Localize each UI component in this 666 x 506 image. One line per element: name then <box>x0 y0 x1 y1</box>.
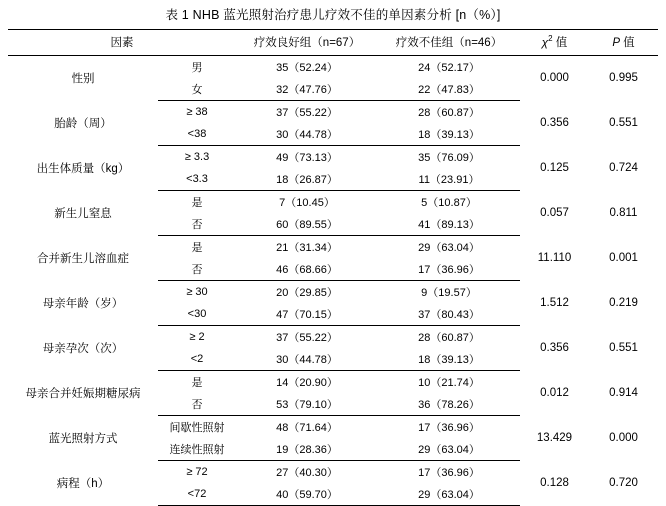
factor-cell: 蓝光照射方式 <box>48 433 118 445</box>
chi-square-cell: 0.057 <box>540 207 569 219</box>
p-value-cell: 0.001 <box>609 252 638 264</box>
good-group-cell: 48（71.64） <box>276 422 338 434</box>
header-p-value <box>589 30 658 56</box>
poor-group-cell: 5（10.87） <box>421 197 477 209</box>
table-row <box>8 326 658 349</box>
level-cell: 间歇性照射 <box>169 422 225 434</box>
level-cell: 女 <box>158 78 236 101</box>
good-group-cell: 30（44.78） <box>236 348 378 371</box>
level-cell: ≥ 72 <box>186 466 208 478</box>
table-row <box>8 101 658 124</box>
chi-square-cell: 0.128 <box>540 477 569 489</box>
chi-exponent: 2 <box>548 34 553 44</box>
good-group-cell: 20（29.85） <box>276 287 338 299</box>
level-cell: 是 <box>191 242 203 254</box>
poor-group-cell: 11（23.91） <box>378 168 520 191</box>
good-group-cell: 18（26.87） <box>236 168 378 191</box>
factor-cell: 性别 <box>71 73 95 86</box>
p-value-cell: 0.000 <box>609 432 638 444</box>
poor-group-cell: 35（76.09） <box>418 152 480 164</box>
level-cell: 是 <box>191 197 203 209</box>
poor-group-cell: 17（36.96） <box>378 258 520 281</box>
level-cell: 是 <box>191 377 203 389</box>
chi-square-cell: 1.512 <box>540 297 569 309</box>
poor-group-cell: 24（52.17） <box>418 62 480 74</box>
chi-square-cell: 0.356 <box>540 117 569 129</box>
good-group-cell: 37（55.22） <box>276 332 338 344</box>
p-value-cell: 0.724 <box>609 162 638 174</box>
good-group-cell: 30（44.78） <box>236 123 378 146</box>
level-cell: 男 <box>191 62 203 74</box>
poor-group-cell: 22（47.83） <box>378 78 520 101</box>
p-value-cell: 0.811 <box>609 207 638 219</box>
level-cell: ≥ 3.3 <box>184 151 210 163</box>
good-group-cell: 14（20.90） <box>276 377 338 389</box>
factor-cell: 合并新生儿溶血症 <box>37 253 129 265</box>
p-value-cell: 0.914 <box>609 387 638 399</box>
table-row <box>8 56 658 79</box>
chi-square-cell: 0.000 <box>540 72 569 85</box>
factor-cell: 新生儿窒息 <box>54 208 112 220</box>
univariate-analysis-table <box>8 29 658 506</box>
table-row <box>8 281 658 304</box>
table-body <box>8 56 658 506</box>
good-group-cell: 49（73.13） <box>276 152 338 164</box>
poor-group-cell: 10（21.74） <box>418 377 480 389</box>
factor-cell: 出生体质量（kg） <box>36 163 130 175</box>
chi-square-cell: 13.429 <box>536 432 573 444</box>
poor-group-cell: 29（63.04） <box>418 242 480 254</box>
good-group-cell: 37（55.22） <box>276 107 338 119</box>
level-cell: ≥ 30 <box>186 286 208 298</box>
good-group-cell: 47（70.15） <box>236 303 378 326</box>
good-group-cell: 7（10.45） <box>279 197 335 209</box>
level-cell: 否 <box>158 258 236 281</box>
poor-group-cell: 36（78.26） <box>378 393 520 416</box>
chi-square-cell: 0.125 <box>540 162 569 174</box>
level-cell: <30 <box>158 303 236 326</box>
factor-cell: 病程（h） <box>56 478 110 490</box>
level-cell: 否 <box>158 213 236 236</box>
poor-group-cell: 41（89.13） <box>378 213 520 236</box>
level-cell: <2 <box>158 348 236 371</box>
p-label: 值 <box>619 37 635 49</box>
factor-cell: 胎龄（周） <box>54 118 112 130</box>
header-good-group: 疗效良好组（n=67） <box>253 37 361 49</box>
factor-cell: 母亲孕次（次） <box>42 343 124 355</box>
level-cell: <3.3 <box>158 168 236 191</box>
p-value-cell: 0.995 <box>609 72 638 85</box>
good-group-cell: 35（52.24） <box>276 62 338 74</box>
table-row <box>8 461 658 484</box>
header-factor: 因素 <box>110 37 134 49</box>
table-row <box>8 146 658 169</box>
p-symbol: P <box>612 37 620 49</box>
p-value-cell: 0.720 <box>609 477 638 489</box>
p-value-cell: 0.551 <box>609 117 638 129</box>
chi-symbol: χ <box>541 37 549 49</box>
poor-group-cell: 9（19.57） <box>421 287 477 299</box>
header-chi-square <box>520 30 589 56</box>
level-cell: <38 <box>158 123 236 146</box>
chi-square-cell: 0.012 <box>540 387 569 399</box>
poor-group-cell: 37（80.43） <box>378 303 520 326</box>
poor-group-cell: 18（39.13） <box>378 348 520 371</box>
level-cell: ≥ 38 <box>186 106 208 118</box>
p-value-cell: 0.551 <box>609 342 638 354</box>
factor-cell: 母亲合并妊娠期糖尿病 <box>25 388 141 400</box>
good-group-cell: 60（89.55） <box>236 213 378 236</box>
chi-label: 值 <box>552 37 568 49</box>
table-row <box>8 191 658 214</box>
level-cell: 连续性照射 <box>158 438 236 461</box>
level-cell: ≥ 2 <box>189 331 205 343</box>
table-row <box>8 236 658 259</box>
good-group-cell: 27（40.30） <box>276 467 338 479</box>
good-group-cell: 40（59.70） <box>236 483 378 506</box>
chi-square-cell: 0.356 <box>540 342 569 354</box>
poor-group-cell: 28（60.87） <box>418 332 480 344</box>
table-row <box>8 371 658 394</box>
factor-cell: 母亲年龄（岁） <box>42 298 124 310</box>
poor-group-cell: 28（60.87） <box>418 107 480 119</box>
good-group-cell: 46（68.66） <box>236 258 378 281</box>
poor-group-cell: 29（63.04） <box>378 483 520 506</box>
poor-group-cell: 29（63.04） <box>378 438 520 461</box>
p-value-cell: 0.219 <box>609 297 638 309</box>
table-caption: 表 1 NHB 蓝光照射治疗患儿疗效不佳的单因素分析 [n（%）] <box>165 8 501 22</box>
poor-group-cell: 17（36.96） <box>418 422 480 434</box>
poor-group-cell: 18（39.13） <box>378 123 520 146</box>
good-group-cell: 32（47.76） <box>236 78 378 101</box>
good-group-cell: 21（31.34） <box>276 242 338 254</box>
level-cell: 否 <box>158 393 236 416</box>
chi-square-cell: 11.110 <box>537 252 572 264</box>
level-cell: <72 <box>158 483 236 506</box>
good-group-cell: 53（79.10） <box>236 393 378 416</box>
header-poor-group: 疗效不佳组（n=46） <box>395 37 503 49</box>
poor-group-cell: 17（36.96） <box>418 467 480 479</box>
good-group-cell: 19（28.36） <box>236 438 378 461</box>
table-header <box>8 30 658 56</box>
